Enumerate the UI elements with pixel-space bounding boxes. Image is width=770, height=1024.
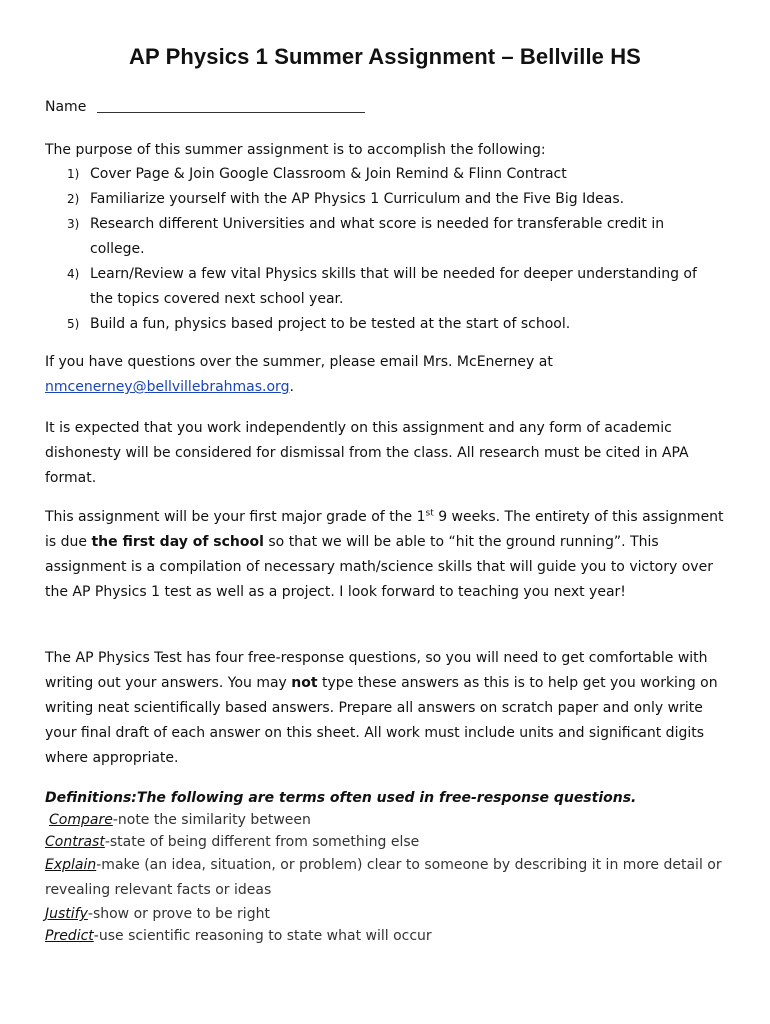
definitions-section [45,787,725,947]
contact-email-link[interactable]: nmcenerney@bellvillebrahmas.org [45,379,290,395]
name-field-row [45,98,365,115]
definition-item: Contrast-state of being different from something else [45,834,420,850]
goals-list [45,162,715,337]
list-item: 1) Cover Page & Join Google Classroom & Join Remind & Flinn Contract [67,166,567,182]
list-item: 5) Build a fun, physics based project to be tested at the start of school. [67,316,571,332]
name-blank-line[interactable] [97,98,365,113]
definition-item: Explain-make (an idea, situation, or problem) clear to someone by describing it in more detail or revealing relevant facts or ideas [45,857,722,898]
grade-paragraph: This assignment will be your first major grade of the 1st 9 weeks. The entirety of this assignment is due the first day of school so that we will be able to “hit the ground running”. This assignment is a compilation of necessary math/science skills that will guide you to victory over the AP Physics 1 test as well as a project. I look forward to teaching you next year! [45,508,724,600]
purpose-intro: The purpose of this summer assignment is to accomplish the following: [45,142,546,158]
name-label: Name [45,99,87,115]
integrity-paragraph: It is expected that you work independently on this assignment and any form of academic dishonesty will be considered for dismissal from the class. All research must be cited in APA format. [45,420,689,486]
definition-item: Justify-show or prove to be right [45,906,270,922]
page-title: AP Physics 1 Summer Assignment – Bellville HS [129,44,641,69]
list-item: 4) Learn/Review a few vital Physics skills that will be needed for deeper understanding of the topics covered next school year. [67,266,697,307]
list-item: 3) Research different Universities and what score is needed for transferable credit in college. [67,216,665,257]
contact-paragraph: If you have questions over the summer, please email Mrs. McEnerney at nmcenerney@bellvillebrahmas.org. [45,354,553,395]
definition-item: Compare-note the similarity between [49,812,311,828]
frq-paragraph: The AP Physics Test has four free-response questions, so you will need to get comfortable with writing out your answers. You may not type these answers as this is to help get you working on writing neat scientifically based answers. Prepare all answers on scratch paper and only write your final draft of each answer on this sheet. All work must include units and significant digits where appropriate. [45,650,718,766]
definitions-heading: Definitions:The following are terms often used in free-response questions. [45,790,637,806]
list-item: 2) Familiarize yourself with the AP Physics 1 Curriculum and the Five Big Ideas. [67,191,625,207]
definition-item: Predict-use scientific reasoning to state what will occur [45,928,432,944]
